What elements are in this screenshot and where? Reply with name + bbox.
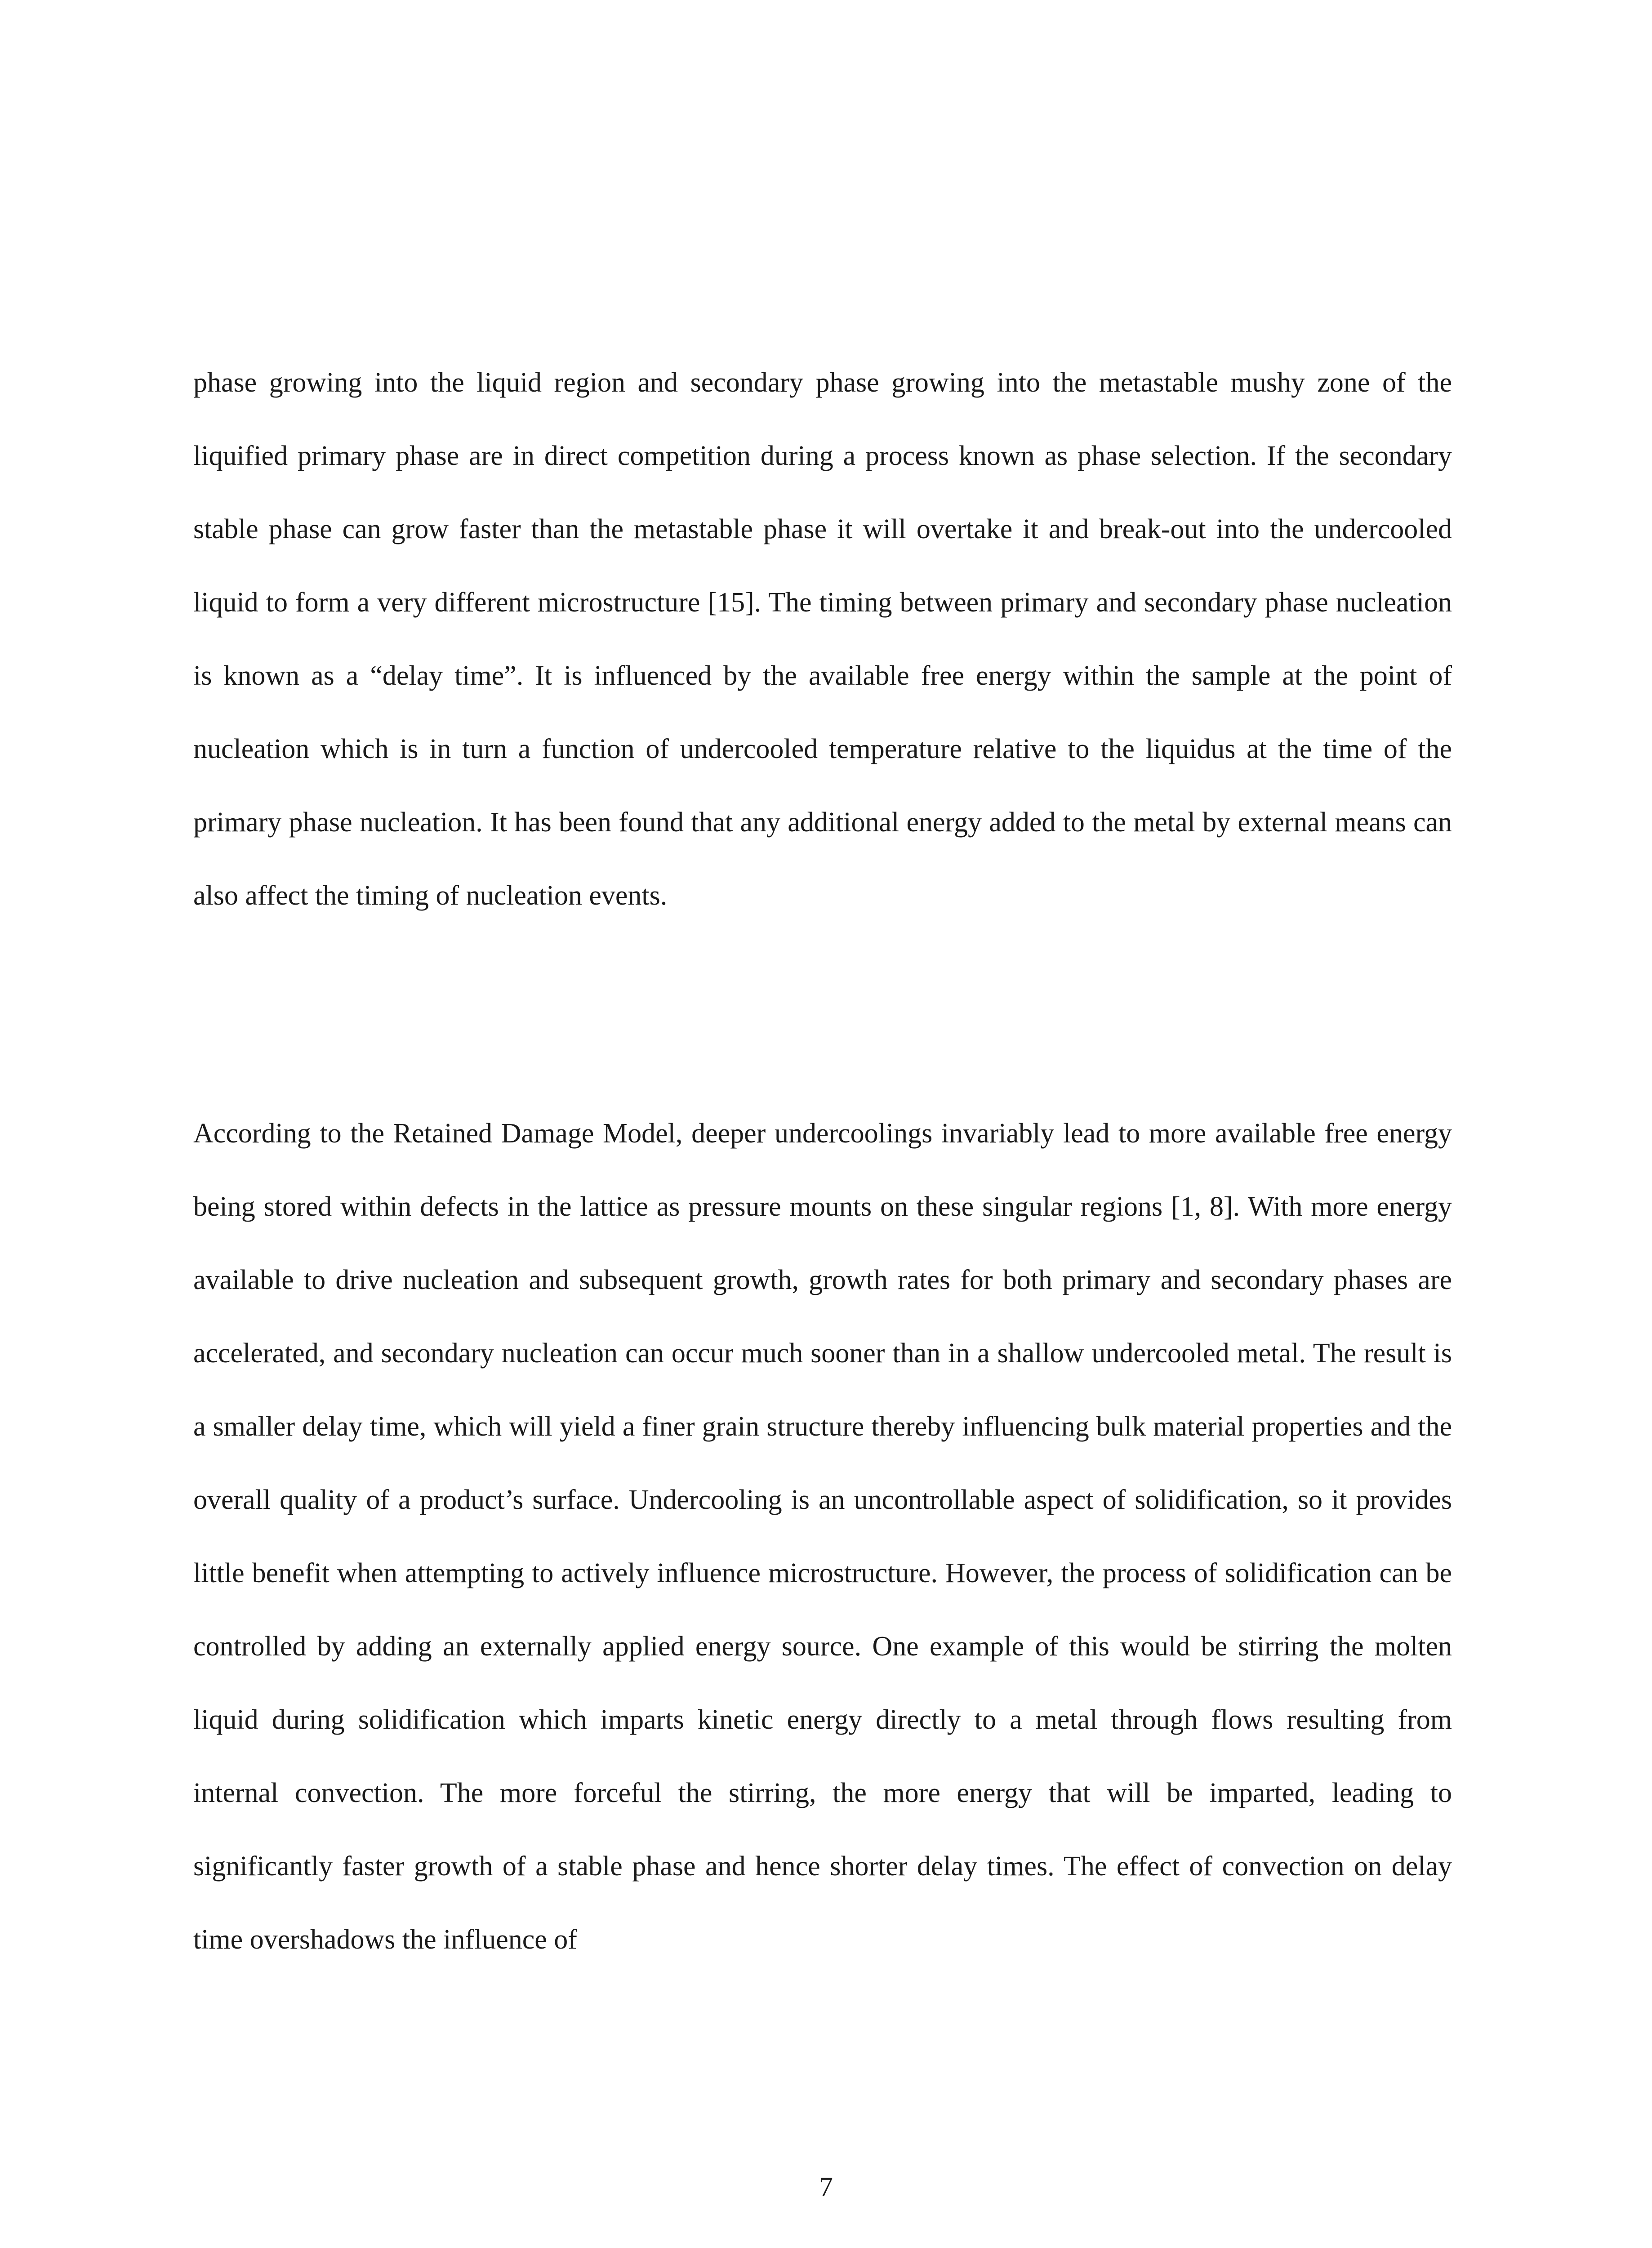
page-number: 7 <box>819 2172 833 2203</box>
body-paragraph-2: According to the Retained Damage Model, deeper undercoolings invariably lead to more available free energy being stored within defects in the lattice as pressure mounts on these singular regions [1, 8]. With more energy available to drive nucleation and subsequent growth, growth rates for both primary and secondary phases are accelerated, and secondary nucleation can occur much sooner than in a shallow undercooled metal. The result is a smaller delay time, which will yield a finer grain structure thereby influencing bulk material properties and the overall quality of a product’s surface. Undercooling is an uncontrollable aspect of solidification, so it provides little benefit when attempting to actively influence microstructure. However, the process of solidification can be controlled by adding an externally applied energy source. One example of this would be stirring the molten liquid during solidification which imparts kinetic energy directly to a metal through flows resulting from internal convection. The more forceful the stirring, the more energy that will be imparted, leading to significantly faster growth of a stable phase and hence shorter delay times. The effect of convection on delay time overshadows the influence of <box>193 1118 1452 1955</box>
body-paragraph-1: phase growing into the liquid region and secondary phase growing into the metastable mushy zone of the liquified primary phase are in direct competition during a process known as phase selection. If the secondary stable phase can grow faster than the metastable phase it will overtake it and break-out into the undercooled liquid to form a very different microstructure [15]. The timing between primary and secondary phase nucleation is known as a “delay time”. It is influenced by the available free energy within the sample at the point of nucleation which is in turn a function of undercooled temperature relative to the liquidus at the time of the primary phase nucleation. It has been found that any additional energy added to the metal by external means can also affect the timing of nucleation events. <box>193 367 1452 911</box>
